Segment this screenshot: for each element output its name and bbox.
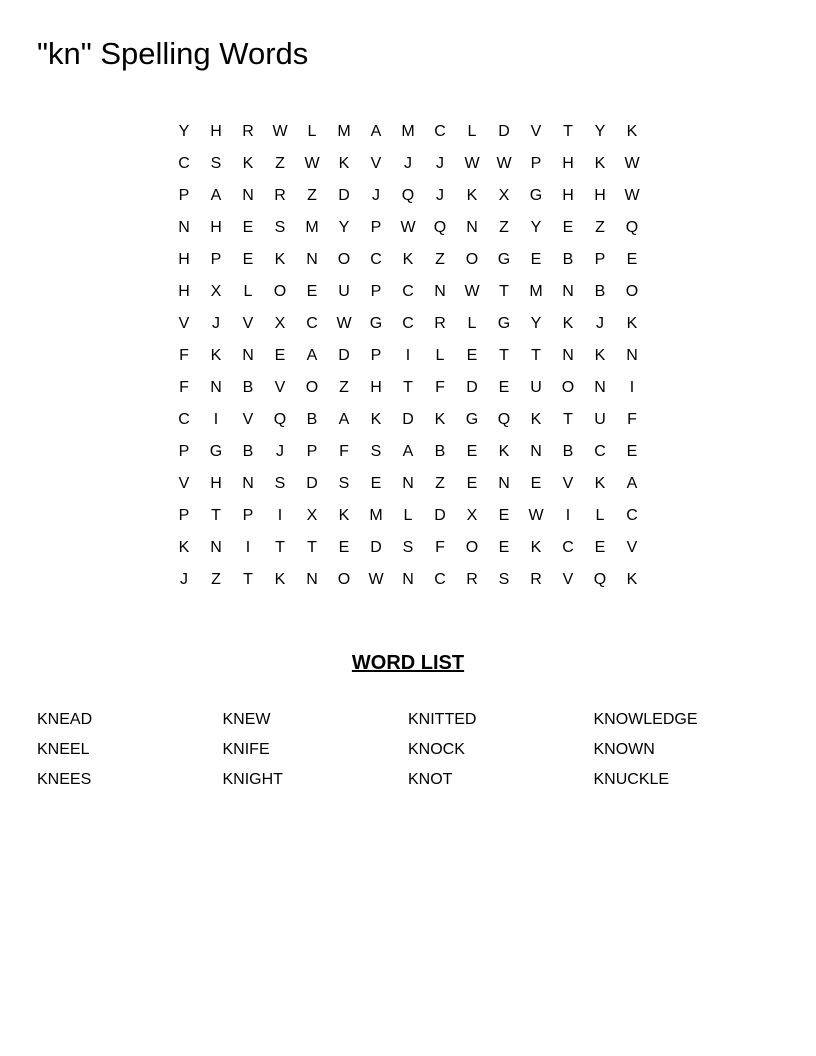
grid-letter: D: [434, 507, 446, 524]
grid-letter: H: [594, 187, 606, 204]
grid-letter: K: [434, 411, 446, 428]
grid-letter: N: [306, 251, 318, 268]
grid-letter: Z: [499, 219, 509, 236]
grid-letter: J: [276, 443, 284, 460]
word-list-item: KNEEL: [37, 741, 90, 758]
grid-letter: W: [368, 571, 384, 588]
grid-letter: C: [402, 283, 414, 300]
grid-letter: C: [178, 155, 190, 172]
grid-letter: C: [178, 411, 190, 428]
grid-letter: C: [434, 123, 446, 140]
grid-letter: H: [178, 283, 190, 300]
grid-letter: P: [370, 219, 382, 236]
grid-letter: V: [242, 315, 254, 332]
word-list-item: KNUCKLE: [593, 771, 670, 788]
word-list-item: KNOCK: [408, 741, 465, 758]
grid-letter: Z: [435, 251, 445, 268]
grid-letter: P: [306, 443, 318, 460]
grid-letter: O: [561, 379, 575, 396]
grid-letter: K: [274, 571, 286, 588]
grid-letter: C: [306, 315, 318, 332]
grid-letter: Q: [497, 411, 511, 428]
grid-letter: K: [530, 411, 542, 428]
grid-letter: K: [562, 315, 574, 332]
grid-letter: E: [466, 475, 478, 492]
grid-letter: S: [210, 155, 222, 172]
grid-letter: P: [178, 507, 190, 524]
grid-letter: H: [562, 187, 574, 204]
grid-letter: K: [594, 475, 606, 492]
grid-letter: T: [211, 507, 221, 524]
grid-letter: O: [305, 379, 319, 396]
grid-letter: J: [372, 187, 380, 204]
grid-letter: T: [275, 539, 285, 556]
grid-letter: N: [178, 219, 190, 236]
grid-letter: A: [210, 187, 222, 204]
grid-letter: E: [626, 443, 638, 460]
grid-letter: T: [403, 379, 413, 396]
word-list-item: KNEW: [222, 711, 271, 728]
grid-letter: M: [401, 123, 415, 140]
grid-letter: K: [530, 539, 542, 556]
grid-letter: M: [305, 219, 319, 236]
grid-letter: G: [497, 315, 511, 332]
grid-letter: N: [466, 219, 478, 236]
grid-letter: Q: [401, 187, 415, 204]
grid-letter: N: [562, 283, 574, 300]
word-list-item: KNIGHT: [222, 771, 283, 788]
grid-letter: T: [243, 571, 253, 588]
grid-letter: V: [530, 123, 542, 140]
grid-letter: D: [498, 123, 510, 140]
word-list-item: KNIFE: [222, 741, 270, 758]
page-title: "kn" Spelling Words: [37, 36, 309, 71]
grid-letter: W: [464, 283, 480, 300]
grid-letter: K: [626, 571, 638, 588]
grid-letter: N: [306, 571, 318, 588]
grid-letter: L: [243, 283, 253, 300]
grid-letter: K: [178, 539, 190, 556]
grid-letter: I: [629, 379, 635, 396]
grid-letter: S: [274, 475, 286, 492]
grid-letter: E: [338, 539, 350, 556]
word-list-item: KNEAD: [37, 711, 93, 728]
grid-letter: L: [467, 123, 477, 140]
grid-letter: T: [499, 347, 509, 364]
grid-letter: P: [210, 251, 222, 268]
grid-letter: H: [210, 123, 222, 140]
grid-letter: F: [179, 347, 189, 364]
grid-letter: W: [272, 123, 288, 140]
grid-letter: N: [498, 475, 510, 492]
grid-letter: E: [242, 251, 254, 268]
grid-letter: P: [242, 507, 254, 524]
grid-letter: B: [594, 283, 606, 300]
grid-letter: G: [465, 411, 479, 428]
grid-letter: Y: [338, 219, 350, 236]
grid-letter: V: [274, 379, 286, 396]
grid-letter: G: [529, 187, 543, 204]
grid-letter: O: [465, 539, 479, 556]
grid-letter: F: [435, 379, 445, 396]
grid-letter: D: [338, 187, 350, 204]
grid-letter: X: [306, 507, 318, 524]
grid-letter: E: [498, 507, 510, 524]
grid-letter: U: [530, 379, 542, 396]
grid-letter: W: [400, 219, 416, 236]
grid-letter: K: [274, 251, 286, 268]
grid-letter: P: [594, 251, 606, 268]
grid-letter: C: [594, 443, 606, 460]
grid-letter: E: [498, 539, 510, 556]
grid-letter: G: [209, 443, 223, 460]
grid-letter: B: [242, 443, 254, 460]
grid-letter: J: [404, 155, 412, 172]
grid-letter: K: [594, 347, 606, 364]
grid-letter: B: [434, 443, 446, 460]
word-list-item: KNEES: [37, 771, 92, 788]
grid-letter: O: [337, 571, 351, 588]
grid-letter: E: [274, 347, 286, 364]
grid-letter: E: [530, 475, 542, 492]
word-list-item: KNOWLEDGE: [593, 711, 698, 728]
grid-letter: M: [337, 123, 351, 140]
grid-letter: J: [180, 571, 188, 588]
grid-letter: T: [531, 347, 541, 364]
grid-letter: B: [242, 379, 254, 396]
grid-letter: K: [498, 443, 510, 460]
grid-letter: R: [242, 123, 254, 140]
grid-letter: U: [338, 283, 350, 300]
grid-letter: A: [338, 411, 350, 428]
grid-letter: T: [307, 539, 317, 556]
grid-letter: W: [624, 155, 640, 172]
grid-letter: N: [434, 283, 446, 300]
word-list-heading: WORD LIST: [351, 652, 465, 674]
grid-letter: V: [242, 411, 254, 428]
grid-letter: B: [562, 443, 574, 460]
grid-letter: Y: [530, 315, 542, 332]
grid-letter: A: [370, 123, 382, 140]
grid-letter: F: [435, 539, 445, 556]
grid-letter: I: [213, 411, 219, 428]
grid-letter: H: [210, 219, 222, 236]
grid-letter: E: [466, 443, 478, 460]
grid-letter: C: [562, 539, 574, 556]
grid-letter: I: [245, 539, 251, 556]
grid-letter: H: [370, 379, 382, 396]
grid-letter: E: [306, 283, 318, 300]
grid-letter: X: [274, 315, 286, 332]
grid-letter: Y: [530, 219, 542, 236]
grid-letter: N: [402, 475, 414, 492]
grid-letter: T: [563, 123, 573, 140]
grid-letter: K: [370, 411, 382, 428]
grid-letter: C: [434, 571, 446, 588]
grid-letter: V: [178, 475, 190, 492]
grid-letter: K: [626, 315, 638, 332]
grid-letter: K: [402, 251, 414, 268]
grid-letter: K: [242, 155, 254, 172]
grid-letter: M: [529, 283, 543, 300]
grid-letter: S: [274, 219, 286, 236]
grid-letter: P: [370, 347, 382, 364]
grid-letter: L: [435, 347, 445, 364]
grid-letter: B: [306, 411, 318, 428]
grid-letter: J: [436, 155, 444, 172]
word-search-grid: [168, 116, 648, 596]
grid-letter: M: [369, 507, 383, 524]
grid-letter: E: [466, 347, 478, 364]
grid-letter: S: [402, 539, 414, 556]
grid-letter: Z: [307, 187, 317, 204]
grid-letter: T: [499, 283, 509, 300]
grid-letter: Z: [275, 155, 285, 172]
grid-letter: U: [594, 411, 606, 428]
grid-letter: Y: [178, 123, 190, 140]
grid-letter: C: [370, 251, 382, 268]
grid-letter: R: [434, 315, 446, 332]
grid-letter: N: [242, 475, 254, 492]
grid-letter: D: [338, 347, 350, 364]
grid-letter: N: [594, 379, 606, 396]
grid-letter: P: [178, 187, 190, 204]
word-list-item: KNITTED: [408, 711, 477, 728]
word-list-item: KNOWN: [593, 741, 655, 758]
grid-letter: Q: [273, 411, 287, 428]
grid-letter: G: [497, 251, 511, 268]
grid-letter: B: [562, 251, 574, 268]
grid-letter: L: [403, 507, 413, 524]
grid-letter: K: [626, 123, 638, 140]
grid-letter: S: [498, 571, 510, 588]
grid-letter: Y: [594, 123, 606, 140]
grid-letter: Q: [593, 571, 607, 588]
grid-letter: K: [594, 155, 606, 172]
grid-letter: E: [594, 539, 606, 556]
grid-letter: V: [370, 155, 382, 172]
grid-letter: E: [530, 251, 542, 268]
grid-letter: R: [530, 571, 542, 588]
grid-letter: S: [338, 475, 350, 492]
grid-letter: Z: [339, 379, 349, 396]
grid-letter: I: [277, 507, 283, 524]
grid-letter: P: [370, 283, 382, 300]
word-list-item: KNOT: [408, 771, 453, 788]
grid-letter: D: [306, 475, 318, 492]
grid-letter: W: [624, 187, 640, 204]
grid-letter: C: [626, 507, 638, 524]
grid-letter: E: [370, 475, 382, 492]
grid-letter: N: [530, 443, 542, 460]
grid-letter: S: [370, 443, 382, 460]
grid-letter: E: [242, 219, 254, 236]
grid-letter: Z: [211, 571, 221, 588]
grid-letter: H: [178, 251, 190, 268]
grid-letter: N: [210, 379, 222, 396]
grid-letter: D: [402, 411, 414, 428]
grid-letter: O: [273, 283, 287, 300]
grid-letter: C: [402, 315, 414, 332]
grid-letter: N: [210, 539, 222, 556]
grid-letter: N: [626, 347, 638, 364]
grid-letter: P: [530, 155, 542, 172]
grid-letter: I: [565, 507, 571, 524]
grid-letter: E: [498, 379, 510, 396]
grid-letter: F: [179, 379, 189, 396]
grid-letter: Z: [595, 219, 605, 236]
grid-letter: V: [178, 315, 190, 332]
grid-letter: P: [178, 443, 190, 460]
grid-letter: X: [498, 187, 510, 204]
grid-letter: N: [562, 347, 574, 364]
grid-letter: Z: [435, 475, 445, 492]
grid-letter: A: [306, 347, 318, 364]
grid-letter: F: [339, 443, 349, 460]
grid-letter: R: [466, 571, 478, 588]
grid-letter: N: [242, 187, 254, 204]
grid-letter: V: [562, 571, 574, 588]
grid-letter: O: [625, 283, 639, 300]
grid-letter: W: [464, 155, 480, 172]
grid-letter: W: [336, 315, 352, 332]
grid-letter: L: [595, 507, 605, 524]
grid-letter: R: [274, 187, 286, 204]
grid-letter: J: [212, 315, 220, 332]
grid-letter: E: [626, 251, 638, 268]
grid-letter: L: [467, 315, 477, 332]
grid-letter: D: [370, 539, 382, 556]
grid-letter: W: [304, 155, 320, 172]
grid-letter: K: [338, 155, 350, 172]
grid-letter: K: [210, 347, 222, 364]
grid-letter: O: [337, 251, 351, 268]
grid-letter: I: [405, 347, 411, 364]
grid-letter: K: [466, 187, 478, 204]
grid-letter: X: [210, 283, 222, 300]
grid-letter: N: [242, 347, 254, 364]
word-list: [37, 708, 797, 798]
grid-letter: V: [626, 539, 638, 556]
grid-letter: G: [369, 315, 383, 332]
grid-letter: A: [626, 475, 638, 492]
grid-letter: W: [528, 507, 544, 524]
grid-letter: N: [402, 571, 414, 588]
grid-letter: F: [627, 411, 637, 428]
grid-letter: H: [562, 155, 574, 172]
grid-letter: Q: [625, 219, 639, 236]
grid-letter: J: [596, 315, 604, 332]
grid-letter: O: [465, 251, 479, 268]
grid-letter: L: [307, 123, 317, 140]
grid-letter: V: [562, 475, 574, 492]
grid-letter: J: [436, 187, 444, 204]
grid-letter: Q: [433, 219, 447, 236]
grid-letter: W: [496, 155, 512, 172]
grid-letter: K: [338, 507, 350, 524]
grid-letter: X: [466, 507, 478, 524]
grid-letter: T: [563, 411, 573, 428]
grid-letter: D: [466, 379, 478, 396]
grid-letter: E: [562, 219, 574, 236]
grid-letter: H: [210, 475, 222, 492]
grid-letter: A: [402, 443, 414, 460]
